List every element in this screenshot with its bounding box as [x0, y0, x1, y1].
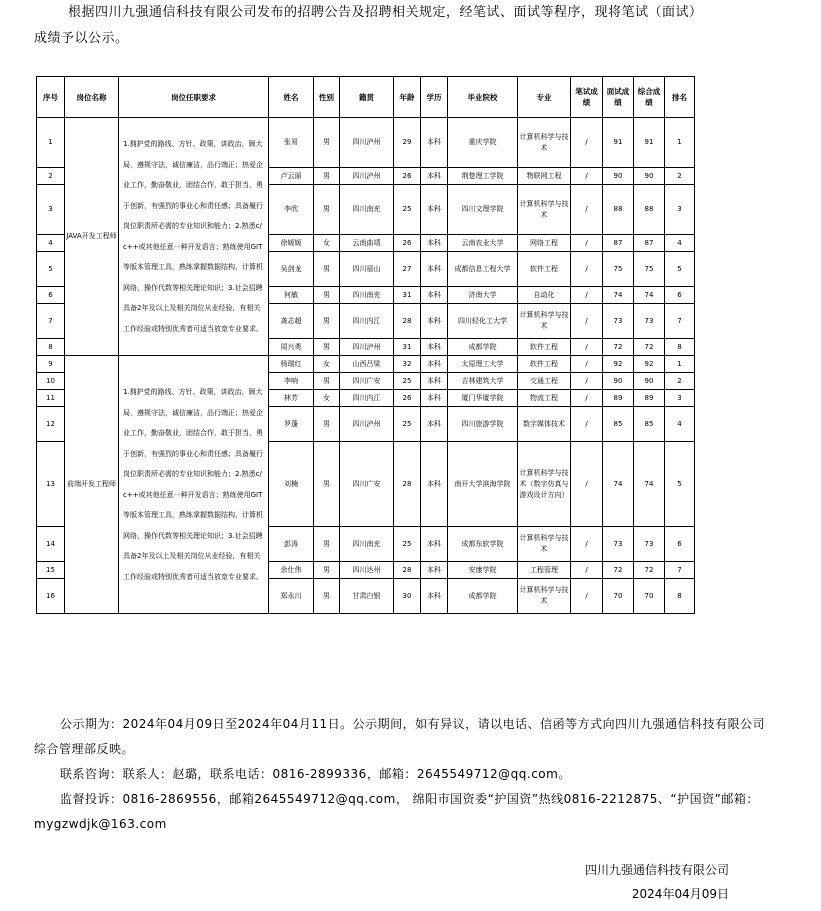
cell-major: 计算机科学与技术（数字仿真与游戏设计方向）: [518, 442, 571, 527]
cell-sex: 男: [314, 168, 340, 185]
cell-written: /: [571, 235, 603, 252]
cell-no: 13: [37, 442, 65, 527]
cell-major: 交通工程: [518, 373, 571, 390]
cell-major: 网络工程: [518, 235, 571, 252]
publicity-period-text: 公示期为：2024年04月09日至2024年04月11日。公示期间，如有异议，请以电话、信函等方式向四川九强通信科技有限公司 综合管理部反映。: [34, 717, 766, 756]
cell-interview: 70: [603, 579, 634, 614]
cell-no: 6: [37, 287, 65, 304]
cell-origin: 四川广安: [340, 373, 394, 390]
cell-age: 26: [394, 235, 421, 252]
cell-written: /: [571, 527, 603, 562]
cell-total: 73: [634, 527, 665, 562]
column-header: 年龄: [394, 77, 421, 118]
cell-sex: 女: [314, 356, 340, 373]
cell-sex: 男: [314, 304, 340, 339]
cell-name: 余仕伟: [269, 562, 314, 579]
cell-name: 彭涛: [269, 527, 314, 562]
column-header: 排名: [665, 77, 695, 118]
cell-age: 25: [394, 527, 421, 562]
cell-rank: 1: [665, 356, 695, 373]
cell-sex: 女: [314, 390, 340, 407]
cell-origin: 四川泸州: [340, 168, 394, 185]
cell-school: 成都学院: [448, 339, 518, 356]
cell-origin: 山西吕梁: [340, 356, 394, 373]
cell-total: 90: [634, 373, 665, 390]
cell-age: 31: [394, 339, 421, 356]
cell-edu: 本科: [421, 407, 448, 442]
cell-name: 李响: [269, 373, 314, 390]
cell-age: 27: [394, 252, 421, 287]
cell-interview: 73: [603, 304, 634, 339]
cell-edu: 本科: [421, 185, 448, 235]
cell-rank: 4: [665, 407, 695, 442]
cell-name: 刘楠: [269, 442, 314, 527]
company-signature: 四川九强通信科技有限公司: [584, 863, 729, 877]
cell-origin: 四川泸州: [340, 118, 394, 168]
cell-edu: 本科: [421, 168, 448, 185]
column-header: 籍贯: [340, 77, 394, 118]
cell-interview: 74: [603, 287, 634, 304]
cell-age: 31: [394, 287, 421, 304]
cell-major: 物联网工程: [518, 168, 571, 185]
cell-origin: 云南曲靖: [340, 235, 394, 252]
cell-school: 太原理工大学: [448, 356, 518, 373]
cell-edu: 本科: [421, 390, 448, 407]
cell-sex: 男: [314, 185, 340, 235]
cell-origin: 四川广安: [340, 442, 394, 527]
cell-sex: 男: [314, 407, 340, 442]
cell-interview: 74: [603, 442, 634, 527]
cell-edu: 本科: [421, 373, 448, 390]
cell-no: 14: [37, 527, 65, 562]
cell-rank: 7: [665, 562, 695, 579]
cell-edu: 本科: [421, 304, 448, 339]
column-header: 专业: [518, 77, 571, 118]
cell-origin: 四川泸州: [340, 339, 394, 356]
cell-total: 72: [634, 562, 665, 579]
cell-interview: 88: [603, 185, 634, 235]
cell-interview: 92: [603, 356, 634, 373]
cell-total: 91: [634, 118, 665, 168]
cell-total: 89: [634, 390, 665, 407]
cell-no: 1: [37, 118, 65, 168]
cell-name: 罗蓬: [269, 407, 314, 442]
cell-sex: 男: [314, 579, 340, 614]
cell-rank: 4: [665, 235, 695, 252]
cell-origin: 四川南充: [340, 527, 394, 562]
cell-name: 卢云丽: [269, 168, 314, 185]
cell-school: 成都信息工程大学: [448, 252, 518, 287]
cell-written: /: [571, 252, 603, 287]
cell-origin: 四川内江: [340, 390, 394, 407]
cell-school: 四川轻化工大学: [448, 304, 518, 339]
cell-sex: 男: [314, 527, 340, 562]
cell-origin: 四川内江: [340, 304, 394, 339]
cell-written: /: [571, 562, 603, 579]
column-header: 岗位任职要求: [119, 77, 269, 118]
cell-total: 88: [634, 185, 665, 235]
cell-rank: 2: [665, 373, 695, 390]
cell-sex: 男: [314, 252, 340, 287]
cell-name: 李欣: [269, 185, 314, 235]
position-requirement-cell: 1.拥护党的路线、方针、政策，讲政治，顾大局，遵规守法，诚信廉洁，品行端正；热爱企业工作，勤奋敬业，团结合作，敢于担当，勇于创新，有强烈的事业心和责任感；具备履行岗位职责所必需的专业知识和能力；2.熟悉c/c++或其他任意一种开发语言；熟练使用GIT等版本管理工具，熟练掌握数据结构、计算机网络、操作代数等相关理论知识；3.社会招聘具备2年及以上及相关岗位从业经验，有相关工作经验或特别优秀者可适当放宽专业要求。: [119, 118, 269, 356]
cell-no: 3: [37, 185, 65, 235]
cell-no: 11: [37, 390, 65, 407]
column-header: 学历: [421, 77, 448, 118]
cell-no: 16: [37, 579, 65, 614]
cell-school: 四川旅游学院: [448, 407, 518, 442]
cell-age: 30: [394, 579, 421, 614]
cell-major: 软件工程: [518, 252, 571, 287]
intro-line-1: 根据四川九强通信科技有限公司发布的招聘公告及招聘相关规定，经笔试、面试等程序，现将笔试（面试）: [68, 5, 703, 20]
cell-origin: 四川达州: [340, 562, 394, 579]
cell-sex: 男: [314, 442, 340, 527]
cell-sex: 男: [314, 339, 340, 356]
cell-sex: 男: [314, 287, 340, 304]
cell-school: 四川文理学院: [448, 185, 518, 235]
cell-written: /: [571, 339, 603, 356]
cell-name: 徐媛媛: [269, 235, 314, 252]
cell-interview: 73: [603, 527, 634, 562]
cell-interview: 75: [603, 252, 634, 287]
cell-total: 74: [634, 442, 665, 527]
cell-origin: 四川眉山: [340, 252, 394, 287]
cell-name: 吴剑龙: [269, 252, 314, 287]
cell-name: 龚志超: [269, 304, 314, 339]
cell-school: 成都东软学院: [448, 527, 518, 562]
cell-no: 7: [37, 304, 65, 339]
cell-written: /: [571, 287, 603, 304]
cell-edu: 本科: [421, 235, 448, 252]
cell-written: /: [571, 390, 603, 407]
cell-school: 云南农业大学: [448, 235, 518, 252]
cell-school: 成都学院: [448, 579, 518, 614]
cell-written: /: [571, 118, 603, 168]
cell-origin: 四川泸州: [340, 407, 394, 442]
cell-total: 87: [634, 235, 665, 252]
cell-edu: 本科: [421, 579, 448, 614]
cell-interview: 87: [603, 235, 634, 252]
cell-no: 12: [37, 407, 65, 442]
cell-edu: 本科: [421, 339, 448, 356]
cell-no: 8: [37, 339, 65, 356]
cell-written: /: [571, 356, 603, 373]
cell-school: 荆楚理工学院: [448, 168, 518, 185]
cell-sex: 女: [314, 235, 340, 252]
cell-age: 26: [394, 390, 421, 407]
cell-age: 32: [394, 356, 421, 373]
table-row: [37, 356, 695, 373]
cell-origin: 四川南充: [340, 185, 394, 235]
cell-edu: 本科: [421, 442, 448, 527]
cell-no: 9: [37, 356, 65, 373]
supervision-info: [34, 787, 774, 837]
cell-total: 85: [634, 407, 665, 442]
cell-edu: 本科: [421, 562, 448, 579]
cell-total: 90: [634, 168, 665, 185]
column-header: 姓名: [269, 77, 314, 118]
cell-age: 25: [394, 407, 421, 442]
cell-written: /: [571, 304, 603, 339]
contact-text: 联系咨询：联系人：赵璐，联系电话：0816-2899336，邮箱：2645549712@qq.com。: [60, 767, 571, 781]
cell-rank: 3: [665, 185, 695, 235]
cell-written: /: [571, 168, 603, 185]
cell-major: 软件工程: [518, 356, 571, 373]
intro-paragraph: [34, 0, 794, 52]
supervision-text: 监督投诉：0816-2869556，邮箱2645549712@qq.com， 绵阳市国资委“护国资”热线0816-2212875、“护国资”邮箱：mygzwdjk@163.com: [34, 792, 759, 831]
cell-rank: 5: [665, 252, 695, 287]
contact-info: [34, 762, 774, 787]
cell-school: 安康学院: [448, 562, 518, 579]
cell-edu: 本科: [421, 527, 448, 562]
cell-interview: 89: [603, 390, 634, 407]
cell-major: 软件工程: [518, 339, 571, 356]
cell-major: 工程管理: [518, 562, 571, 579]
table-header-row: [37, 77, 695, 118]
cell-written: /: [571, 579, 603, 614]
column-header: 综合成绩: [634, 77, 665, 118]
column-header: 序号: [37, 77, 65, 118]
cell-total: 74: [634, 287, 665, 304]
results-table: [36, 76, 695, 614]
cell-sex: 男: [314, 118, 340, 168]
column-header: 面试成绩: [603, 77, 634, 118]
position-requirement-cell: 1.拥护党的路线、方针、政策，讲政治，顾大局，遵规守法，诚信廉洁，品行端正；热爱企业工作，勤奋敬业，团结合作，敢于担当，勇于创新，有强烈的事业心和责任感；具备履行岗位职责所必需的专业知识和能力；2.熟悉c/c++或其他任意一种开发语言；熟练使用GIT等版本管理工具，熟练掌握数据结构、计算机网络、操作代数等相关理论知识；3.社会招聘具备2年及以上及相关岗位从业经验，有相关工作经验或特别优秀者可适当放宽专业要求。: [119, 356, 269, 614]
position-name-cell: JAVA开发工程师: [65, 118, 119, 356]
cell-total: 72: [634, 339, 665, 356]
cell-name: 何敏: [269, 287, 314, 304]
cell-rank: 1: [665, 118, 695, 168]
cell-age: 28: [394, 304, 421, 339]
cell-edu: 本科: [421, 118, 448, 168]
cell-no: 2: [37, 168, 65, 185]
cell-origin: 四川南充: [340, 287, 394, 304]
cell-no: 15: [37, 562, 65, 579]
cell-total: 92: [634, 356, 665, 373]
cell-written: /: [571, 407, 603, 442]
cell-name: 郑永川: [269, 579, 314, 614]
cell-name: 张易: [269, 118, 314, 168]
cell-edu: 本科: [421, 287, 448, 304]
cell-written: /: [571, 373, 603, 390]
cell-school: 济南大学: [448, 287, 518, 304]
cell-rank: 3: [665, 390, 695, 407]
notice-date: 2024年04月09日: [631, 887, 729, 901]
cell-interview: 90: [603, 373, 634, 390]
cell-no: 5: [37, 252, 65, 287]
cell-interview: 90: [603, 168, 634, 185]
cell-age: 25: [394, 185, 421, 235]
position-name-cell: 前端开发工程师: [65, 356, 119, 614]
cell-rank: 2: [665, 168, 695, 185]
cell-major: 计算机科学与技术: [518, 185, 571, 235]
cell-rank: 6: [665, 287, 695, 304]
cell-major: 物流工程: [518, 390, 571, 407]
cell-major: 计算机科学与技术: [518, 118, 571, 168]
cell-school: 吉林建筑大学: [448, 373, 518, 390]
cell-age: 28: [394, 442, 421, 527]
intro-line-2: 成绩予以公示。: [34, 31, 129, 46]
column-header: 笔试成绩: [571, 77, 603, 118]
cell-age: 28: [394, 562, 421, 579]
cell-rank: 8: [665, 579, 695, 614]
cell-total: 70: [634, 579, 665, 614]
cell-written: /: [571, 185, 603, 235]
cell-edu: 本科: [421, 252, 448, 287]
cell-total: 75: [634, 252, 665, 287]
cell-age: 26: [394, 168, 421, 185]
cell-major: 自动化: [518, 287, 571, 304]
cell-written: /: [571, 442, 603, 527]
cell-major: 数字媒体技术: [518, 407, 571, 442]
cell-interview: 72: [603, 562, 634, 579]
publicity-period: [34, 712, 774, 762]
cell-major: 计算机科学与技术: [518, 527, 571, 562]
cell-major: 计算机科学与技术: [518, 304, 571, 339]
table-row: [37, 118, 695, 168]
cell-origin: 甘肃白银: [340, 579, 394, 614]
cell-major: 计算机科学与技术: [518, 579, 571, 614]
cell-name: 杨瑞红: [269, 356, 314, 373]
column-header: 毕业院校: [448, 77, 518, 118]
cell-name: 周兴勇: [269, 339, 314, 356]
cell-rank: 6: [665, 527, 695, 562]
cell-no: 4: [37, 235, 65, 252]
cell-school: 厦门华厦学院: [448, 390, 518, 407]
cell-name: 林芳: [269, 390, 314, 407]
cell-sex: 男: [314, 562, 340, 579]
cell-interview: 85: [603, 407, 634, 442]
column-header: 岗位名称: [65, 77, 119, 118]
cell-age: 25: [394, 373, 421, 390]
cell-sex: 男: [314, 373, 340, 390]
cell-age: 29: [394, 118, 421, 168]
column-header: 性别: [314, 77, 340, 118]
cell-rank: 8: [665, 339, 695, 356]
cell-interview: 91: [603, 118, 634, 168]
cell-no: 10: [37, 373, 65, 390]
cell-school: 重庆学院: [448, 118, 518, 168]
cell-rank: 5: [665, 442, 695, 527]
cell-school: 南开大学滨海学院: [448, 442, 518, 527]
cell-interview: 72: [603, 339, 634, 356]
cell-total: 73: [634, 304, 665, 339]
cell-rank: 7: [665, 304, 695, 339]
cell-edu: 本科: [421, 356, 448, 373]
